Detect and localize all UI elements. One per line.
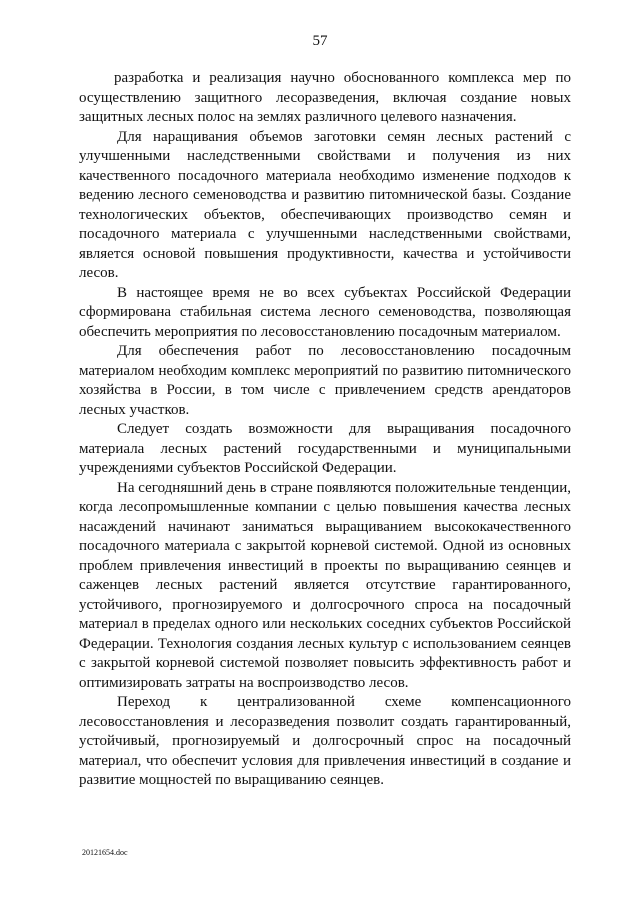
paragraph-nursery-development: Для обеспечения работ по лесовосстановлению посадочным материалом необходим комплекс мероприятий по развитию питомнического хозяйства в России, в том числе с привлечением средств арендаторов лесных участков. <box>79 343 571 418</box>
footer-file-name: 20121654.doc <box>82 848 128 857</box>
paragraph-protective-afforestation: разработка и реализация научно обоснованного комплекса мер по осуществлению защитного лесоразведения, включая создание новых защитных лесных полос на землях различного целевого назначения. <box>79 70 571 125</box>
paragraph-state-institutions: Следует создать возможности для выращивания посадочного материала лесных растений государственными и муниципальными учреждениями субъектов Российской Федерации. <box>79 421 571 476</box>
paragraph-seed-production: Для наращивания объемов заготовки семян лесных растений с улучшенными наследственными свойствами и получения из них качественного посадочного материала необходимо изменение подходов к ведению лесного семеноводства и развитию питомнической базы. Создание технологических объектов, обеспечивающих производство семян и посадочного материала с улучшенными наследственными свойствами, является основой повышения продуктивности, качества и устойчивости лесов. <box>79 128 571 281</box>
paragraph-investment-trends: На сегодняшний день в стране появляются положительные тенденции, когда лесопромышленные компании с целью повышения качества лесных насаждений начинают заниматься выращиванием высококачественного посадочного материала с закрытой корневой системой. Одной из основных проблем привлечения инвестиций в проекты по выращиванию сеянцев и саженцев лесных растений является отсутствие гарантированного, устойчивого, прогнозируемого и долгосрочного спроса на посадочный материал в пределах одного или нескольких соседних субъектов Российской Федерации. Технология создания лесных культур с использованием сеянцев с закрытой корневой системой позволяет повысить эффективность работ и оптимизировать затраты на воспроизводство лесов. <box>79 479 571 691</box>
body-text <box>79 69 571 791</box>
page-number: 57 <box>312 33 328 49</box>
paragraph-centralized-scheme: Переход к централизованной схеме компенсационного лесовосстановления и лесоразведения позволит создать гарантированный, устойчивый, прогнозируемый и долгосрочный спрос на посадочный материал, что обеспечит условия для привлечения инвестиций в создание и развитие мощностей по выращиванию сеянцев. <box>79 694 571 788</box>
paragraph-seed-system: В настоящее время не во всех субъектах Российской Федерации сформирована стабильная система лесного семеноводства, позволяющая обеспечить мероприятия по лесовосстановлению посадочным материалом. <box>79 284 571 340</box>
